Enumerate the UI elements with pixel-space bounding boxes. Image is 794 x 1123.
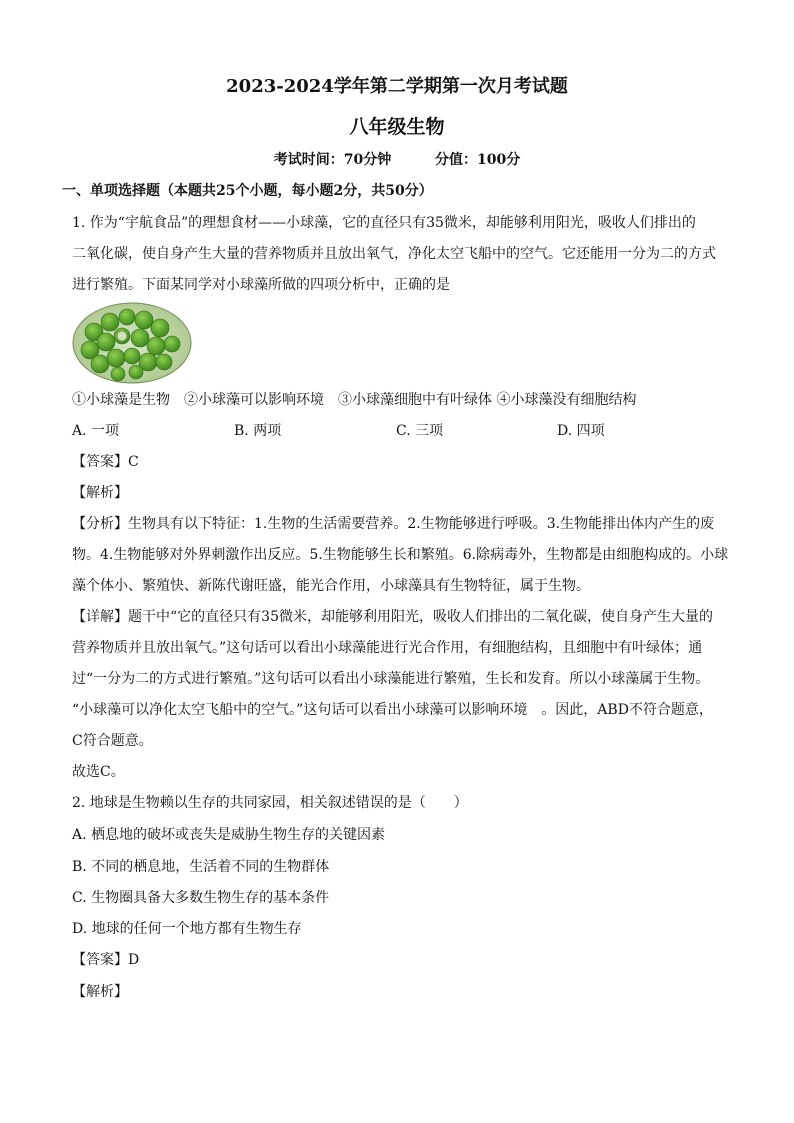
q1-fenxi-line-1: 【分析】生物具有以下特征：1.生物的生活需要营养。2.生物能够进行呼吸。3.生物能排出体内产生的废: [72, 516, 715, 532]
q2-option-b: B. 不同的栖息地，生活着不同的生物群体: [72, 859, 330, 875]
q2-option-d: D. 地球的任何一个地方都有生物生存: [72, 921, 302, 937]
q1-xiangjie-line-3: 过“一分为二的方式进行繁殖。”这句话可以看出小球藻能进行繁殖，生长和发育。所以小球藻属于生物。: [72, 671, 710, 687]
q1-analysis-label: 【解析】: [72, 485, 128, 501]
q1-xiangjie-line-1: 【详解】题干中“它的直径只有35微米，却能够利用阳光，吸收人们排出的二氧化碳，使自身产生大量的: [72, 609, 713, 625]
q1-fenxi-line-3: 藻个体小、繁殖快、新陈代谢旺盛，能光合作用，小球藻具有生物特征，属于生物。: [72, 578, 590, 594]
q1-option-b: B. 两项: [234, 423, 282, 439]
q1-xiangjie-line-2: 营养物质并且放出氧气。”这句话可以看出小球藻能进行光合作用，有细胞结构，且细胞中有叶绿体；通: [72, 640, 703, 656]
exam-score: 分值：100分: [435, 152, 521, 168]
exam-title: 2023-2024学年第二学期第一次月考试题: [226, 76, 568, 97]
q2-stem: 2. 地球是生物赖以生存的共同家园，相关叙述错误的是（ ）: [72, 795, 468, 811]
q1-option-c: C. 三项: [396, 423, 444, 439]
q1-xiangjie-line-5: C符合题意。: [72, 733, 153, 749]
q1-conclusion: 故选C。: [72, 764, 125, 780]
exam-time: 考试时间：70分钟: [273, 152, 392, 168]
q1-stem-line-3: 进行繁殖。下面某同学对小球藻所做的四项分析中，正确的是: [72, 277, 450, 293]
q2-analysis-label: 【解析】: [72, 984, 128, 1000]
q1-option-a: A. 一项: [72, 423, 120, 439]
q2-option-c: C. 生物圈具备大多数生物生存的基本条件: [72, 890, 330, 906]
q1-option-d: D. 四项: [557, 423, 605, 439]
q1-stem-line-1: 1. 作为“宇航食品”的理想食材——小球藻，它的直径只有35微米，却能够利用阳光，吸收人们排出的: [72, 215, 696, 231]
q1-answer: 【答案】C: [72, 454, 139, 470]
q2-option-a: A. 栖息地的破坏或丧失是威胁生物生存的关键因素: [72, 827, 386, 843]
q1-fenxi-line-2: 物。4.生物能够对外界刺激作出反应。5.生物能够生长和繁殖。6.除病毒外，生物都是由细胞构成的。小球: [72, 547, 729, 563]
exam-info: [0, 149, 794, 169]
q2-answer: 【答案】D: [72, 952, 140, 968]
exam-subtitle: 八年级生物: [349, 116, 445, 138]
q1-xiangjie-line-4: “小球藻可以净化太空飞船中的空气。”这句话可以看出小球藻可以影响环境 。因此，ABD不符合题意，: [72, 702, 713, 718]
section-heading: 一、单项选择题（本题共25个小题，每小题2分，共50分）: [62, 183, 433, 199]
q1-statements: ①小球藻是生物 ②小球藻可以影响环境 ③小球藻细胞中有叶绿体 ④小球藻没有细胞结构: [72, 392, 637, 408]
chlorella-micrograph-image: [72, 302, 192, 384]
q1-stem-line-2: 二氧化碳，使自身产生大量的营养物质并且放出氧气，净化太空飞船中的空气。它还能用一分为二的方式: [72, 246, 716, 262]
